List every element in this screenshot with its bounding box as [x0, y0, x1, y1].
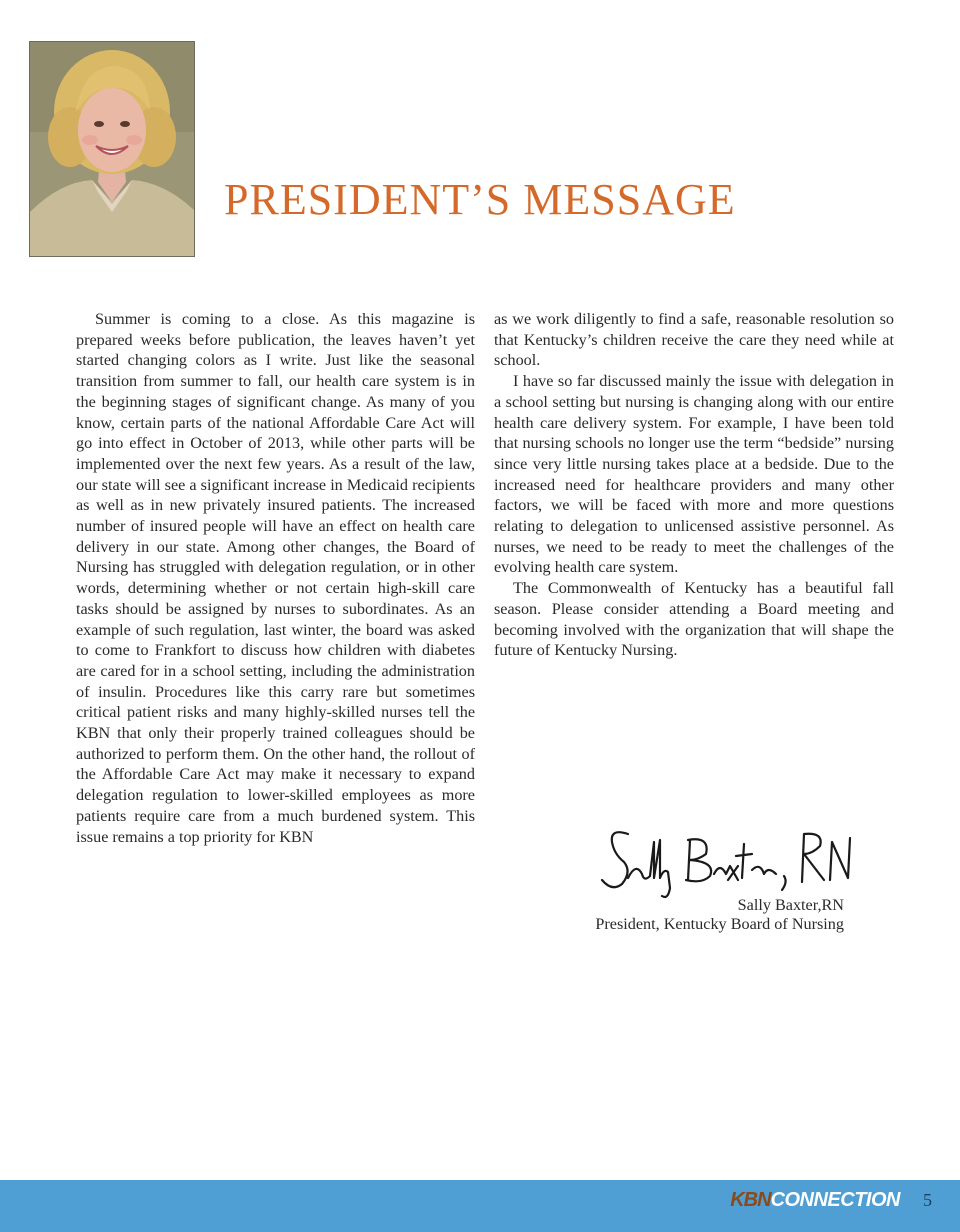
article-paragraph: as we work diligently to find a safe, reasonable resolution so that Kentucky’s children receive the care they need while at school. — [494, 310, 894, 370]
signatory-name: Sally Baxter,RN — [737, 896, 844, 914]
article-paragraph: I have so far discussed mainly the issue with delegation in a school setting but nursing is changing along with our entire health care delivery system. For example, I have been told that nursing schools no longer use the term “bedside” nursing since very little nursing takes place at a bedside. Due to the increased need for healthcare providers and many other factors, we will be faced with more and more questions relating to delegation to unlicensed assistive personnel. As nurses, we need to be ready to meet the challenges of the evolving health care system. — [494, 372, 894, 577]
brand-connection: CONNECTION — [770, 1189, 900, 1211]
portrait-illustration — [30, 42, 194, 256]
article-paragraph: The Commonwealth of Kentucky has a beautiful fall season. Please consider attending a Board meeting and becoming involved with the organization that will shape the future of Kentucky Nursing. — [494, 579, 894, 660]
magazine-brand — [730, 1189, 900, 1212]
footer-bar — [0, 1180, 960, 1232]
article-left-column — [76, 309, 475, 847]
brand-kbn: KBN — [730, 1189, 771, 1211]
page-number: 5 — [923, 1190, 932, 1210]
author-photo — [29, 41, 195, 257]
handwritten-signature — [598, 822, 856, 900]
article-right-column — [494, 309, 894, 661]
signatory-title: President, Kentucky Board of Nursing — [595, 915, 844, 933]
page-title: PRESIDENT’S MESSAGE — [224, 175, 736, 224]
article-paragraph: Summer is coming to a close. As this magazine is prepared weeks before publication, the leaves haven’t yet started changing colors as I write. Just like the seasonal transition from summer to fall, our health care system is in the beginning stages of significant change. As many of you know, certain parts of the national Affordable Care Act will go into effect in October of 2013, while other parts will be implemented over the next few years. As a result of the law, our state will see a significant increase in Medicaid recipients as well as in new privately insured patients. The increased number of insured people will have an effect on health care delivery in our state. Among other changes, the Board of Nursing has struggled with delegation regulation, or in other words, determining whether or not certain high-skill care tasks should be assigned by nurses to subordinates. As an example of such regulation, last winter, the board was asked to come to Frankfort to discuss how children with diabetes are cared for in a school setting, including the administration of insulin. Procedures like this carry rare but sometimes critical patient risks and many highly-skilled nurses tell the KBN that only their properly trained colleagues should be authorized to perform them. On the other hand, the rollout of the Affordable Care Act may make it necessary to expand delegation regulation to lower-skilled employees as more patients require care from a much burdened system. This issue remains a top priority for KBN — [76, 310, 475, 846]
